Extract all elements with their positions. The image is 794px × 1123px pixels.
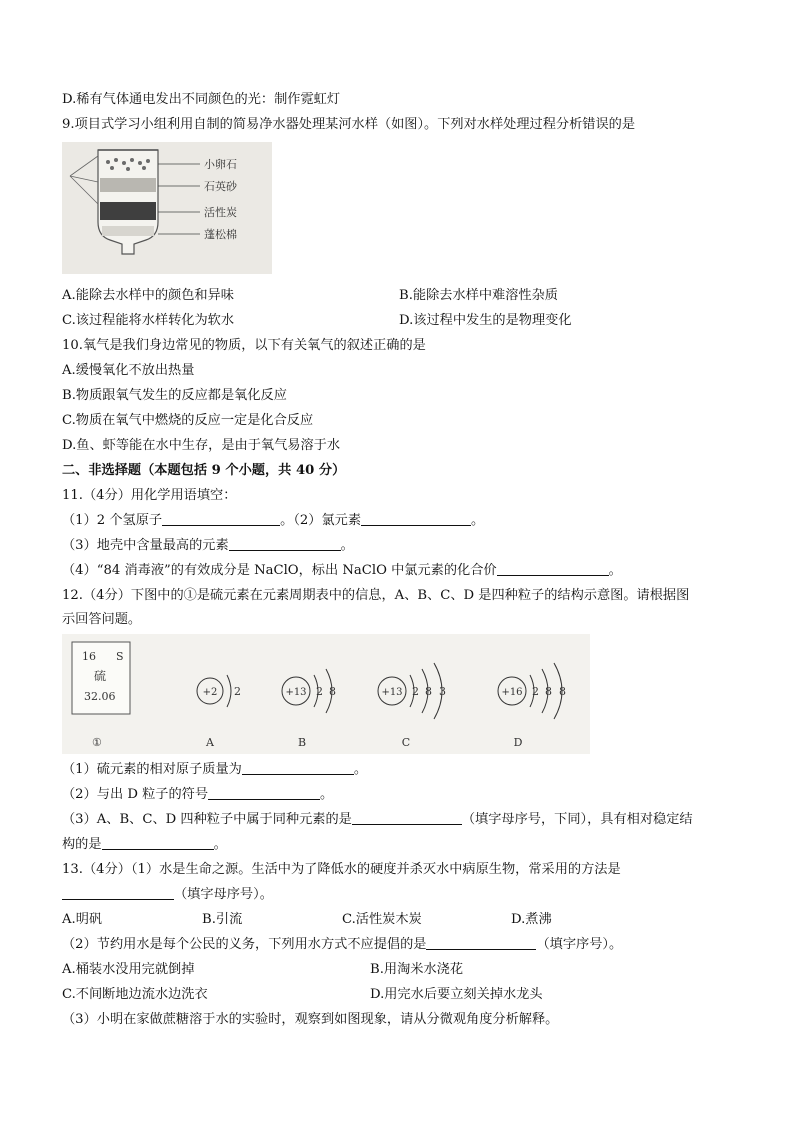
q12-sub3: （3）A、B、C、D 四种粒子中属于同种元素的是 （填字母序号，下同），具有相对稳定结 bbox=[62, 812, 693, 827]
label-b: B bbox=[297, 736, 307, 749]
svg-text:+16: +16 bbox=[501, 687, 523, 698]
svg-text:3: 3 bbox=[439, 685, 446, 698]
svg-text:16: 16 bbox=[82, 650, 96, 663]
svg-text:+13: +13 bbox=[285, 687, 307, 698]
label-pebbles: 小卵石 bbox=[204, 158, 237, 171]
svg-text:2: 2 bbox=[532, 685, 539, 698]
answer-blank[interactable] bbox=[62, 886, 174, 900]
answer-blank[interactable] bbox=[208, 786, 320, 800]
q12-stem-line1: 12.（4分）下图中的①是硫元素在元素周期表中的信息，A、B、C、D 是四种粒子的结构示意图。请根据图 bbox=[62, 588, 690, 603]
q9-option-d: D.该过程中发生的是物理变化 bbox=[399, 313, 572, 328]
q12-sub1: （1）硫元素的相对原子质量为 。 bbox=[62, 762, 368, 777]
q10-option-b: B.物质跟氧气发生的反应都是氧化反应 bbox=[62, 388, 287, 403]
q12-sub2: （2）与出 D 粒子的符号 。 bbox=[62, 787, 334, 802]
svg-text:8: 8 bbox=[545, 685, 552, 698]
q13-sub2-option-d: D.用完水后要立刻关掉水龙头 bbox=[370, 987, 543, 1002]
answer-blank[interactable] bbox=[242, 761, 354, 775]
answer-blank[interactable] bbox=[361, 512, 471, 526]
q11-line1: （1）2 个氢原子 。（2）氯元素 。 bbox=[62, 513, 485, 528]
svg-text:2: 2 bbox=[412, 685, 419, 698]
atomic-structure-figure bbox=[62, 634, 590, 754]
label-1: ① bbox=[92, 736, 102, 749]
q9-stem: 9.项目式学习小组利用自制的简易净水器处理某河水样（如图）。下列对水样处理过程分析错误的是 bbox=[62, 117, 636, 132]
svg-text:8: 8 bbox=[329, 685, 336, 698]
q13-fill1: （填字母序号）。 bbox=[62, 886, 273, 904]
label-quartz-sand: 石英砂 bbox=[204, 180, 237, 193]
q13-sub2-option-a: A.桶装水没用完就倒掉 bbox=[62, 962, 195, 977]
q11-line3: （3）地壳中含量最高的元素 。 bbox=[62, 538, 354, 553]
q12-stem-line2: 示回答问题。 bbox=[62, 612, 142, 627]
q10-option-c: C.物质在氧气中燃烧的反应一定是化合反应 bbox=[62, 413, 314, 428]
q10-option-a: A.缓慢氧化不放出热量 bbox=[62, 363, 195, 378]
svg-text:+2: +2 bbox=[202, 687, 218, 698]
q13-stem: 13.（4分）（1）水是生命之源。生活中为了降低水的硬度并杀灭水中病原生物，常采用的方法是 bbox=[62, 862, 621, 877]
svg-text:8: 8 bbox=[425, 685, 432, 698]
q9-option-a: A.能除去水样中的颜色和异味 bbox=[62, 288, 234, 303]
q9-option-c: C.该过程能将水样转化为软水 bbox=[62, 313, 235, 328]
svg-text:硫: 硫 bbox=[94, 669, 107, 683]
svg-text:S: S bbox=[116, 650, 124, 663]
q13-sub2-option-c: C.不间断地边流水边洗衣 bbox=[62, 987, 208, 1002]
answer-blank[interactable] bbox=[426, 936, 536, 950]
answer-blank[interactable] bbox=[352, 811, 462, 825]
section2-title: 二、非选择题（本题包括 9 个小题，共 40 分） bbox=[62, 463, 346, 478]
q13-option-c: C.活性炭木炭 bbox=[342, 912, 422, 927]
answer-blank[interactable] bbox=[102, 836, 214, 850]
q13-sub3: （3）小明在家做蔗糖溶于水的实验时，观察到如图现象，请从分微观角度分析解释。 bbox=[62, 1012, 559, 1027]
q11-stem: 11.（4分）用化学用语填空： bbox=[62, 488, 237, 503]
q9-option-b: B.能除去水样中难溶性杂质 bbox=[399, 288, 558, 303]
answer-blank[interactable] bbox=[497, 562, 609, 576]
q10-option-d: D.鱼、虾等能在水中生存，是由于氧气易溶于水 bbox=[62, 438, 341, 453]
q8-option-d: D.稀有气体通电发出不同颜色的光：制作霓虹灯 bbox=[62, 92, 341, 107]
label-c: C bbox=[401, 736, 411, 749]
label-d: D bbox=[513, 736, 523, 749]
q10-stem: 10.氧气是我们身边常见的物质，以下有关氧气的叙述正确的是 bbox=[62, 338, 426, 353]
svg-text:32.06: 32.06 bbox=[84, 690, 116, 703]
q13-sub2-option-b: B.用淘米水浇花 bbox=[370, 962, 464, 977]
label-cotton: 蓬松棉 bbox=[204, 228, 237, 241]
q11-line4: （4）“84 消毒液”的有效成分是 NaClO，标出 NaClO 中氯元素的化合价 。 bbox=[62, 563, 622, 578]
svg-text:+13: +13 bbox=[381, 687, 403, 698]
svg-text:2: 2 bbox=[316, 685, 323, 698]
q13-option-b: B.引流 bbox=[202, 912, 243, 927]
label-activated-carbon: 活性炭 bbox=[204, 206, 237, 219]
answer-blank[interactable] bbox=[229, 537, 341, 551]
q13-option-a: A.明矾 bbox=[62, 912, 103, 927]
svg-text:8: 8 bbox=[559, 685, 566, 698]
q13-sub2: （2）节约用水是每个公民的义务，下列用水方式不应提倡的是 （填字序号）。 bbox=[62, 937, 623, 952]
water-purifier-figure bbox=[62, 142, 272, 274]
q12-sub3-cont: 构的是 。 bbox=[62, 837, 227, 852]
q13-option-d: D.煮沸 bbox=[511, 912, 552, 927]
periodic-cell-sulfur bbox=[72, 642, 130, 714]
label-a: A bbox=[206, 736, 214, 749]
answer-blank[interactable] bbox=[162, 512, 280, 526]
svg-text:2: 2 bbox=[234, 685, 241, 698]
